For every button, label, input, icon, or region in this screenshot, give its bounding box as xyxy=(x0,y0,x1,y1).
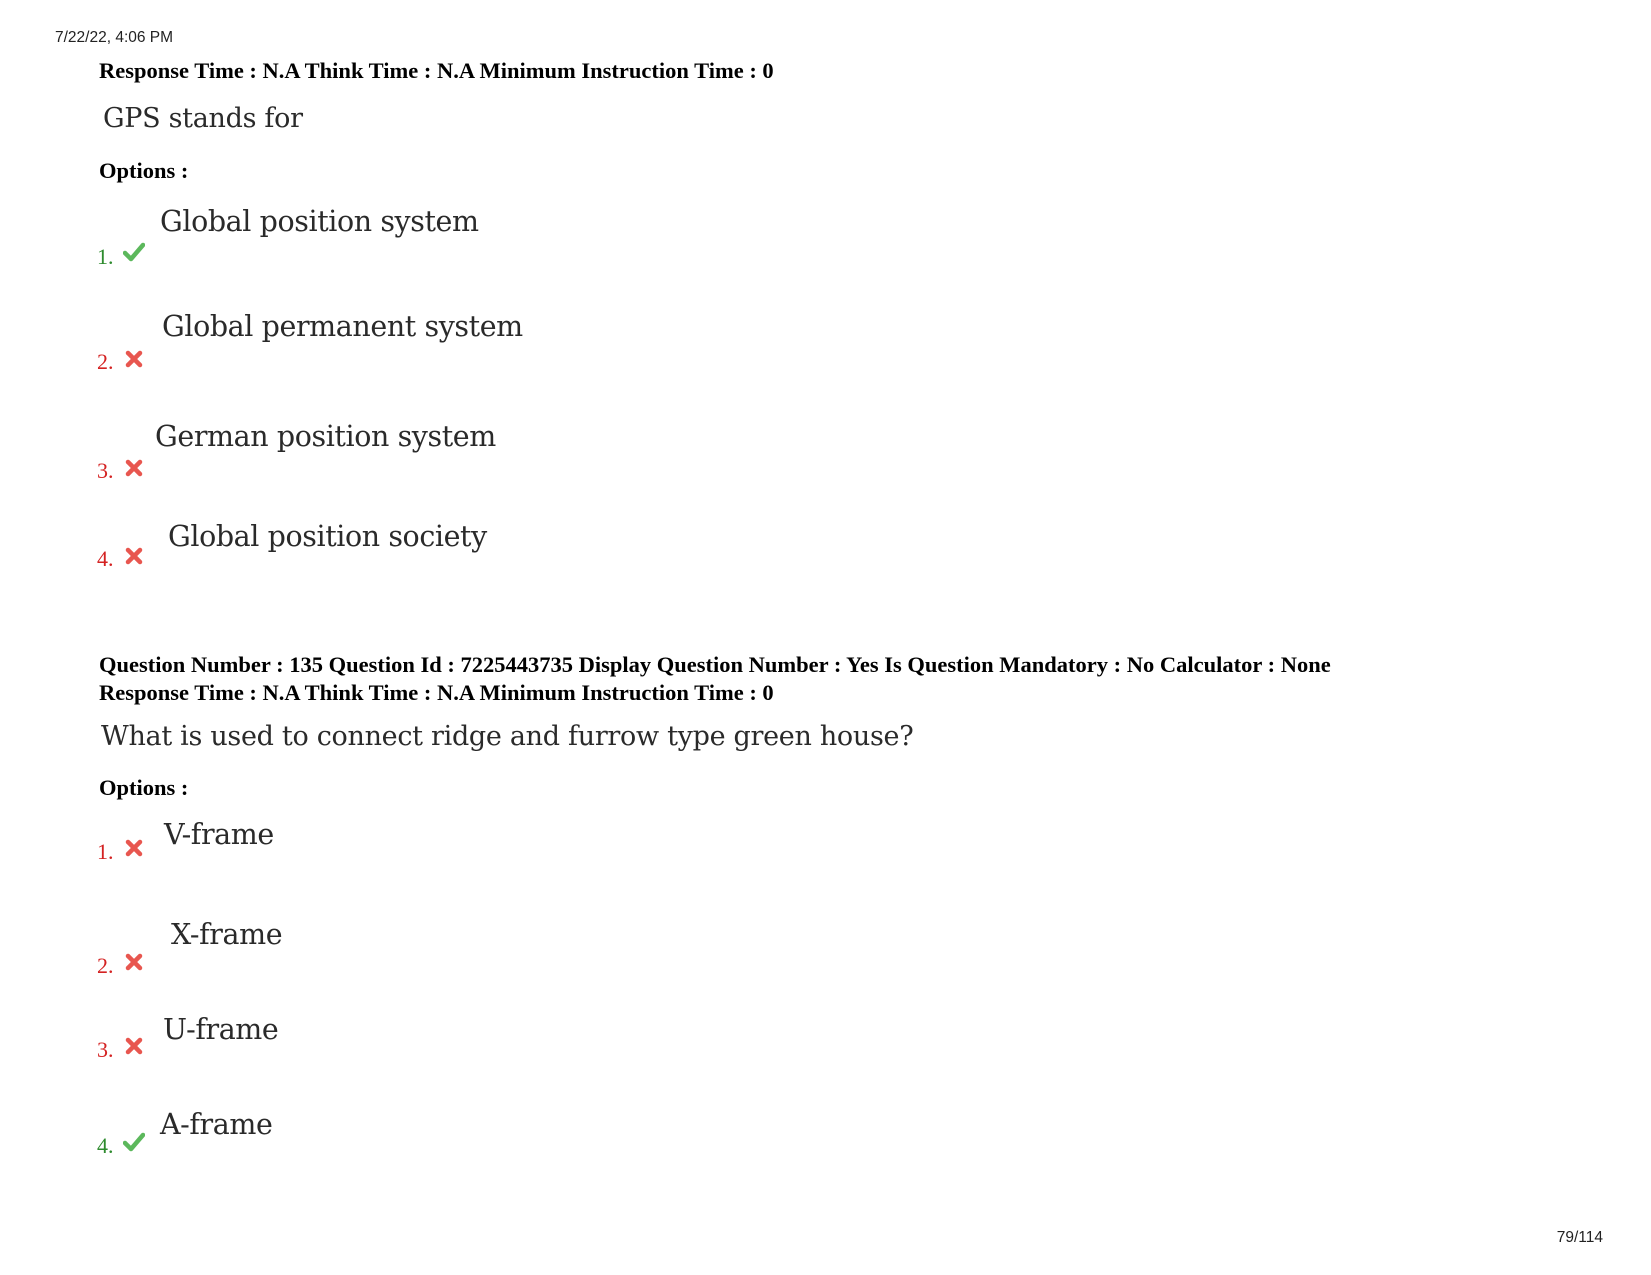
option-text: A-frame xyxy=(160,1108,273,1141)
option-number: 2. xyxy=(97,349,114,374)
cross-icon xyxy=(125,839,147,861)
cross-icon xyxy=(125,1037,147,1059)
option-text: V-frame xyxy=(164,818,274,851)
option-number: 1. xyxy=(97,839,114,864)
option-number: 1. xyxy=(97,244,114,269)
option-number: 4. xyxy=(97,546,114,571)
check-icon xyxy=(123,1131,145,1153)
option-text: X-frame xyxy=(171,918,283,951)
option-text: Global position system xyxy=(160,205,479,238)
option-number: 3. xyxy=(97,1037,114,1062)
question-text: What is used to connect ridge and furrow type green house? xyxy=(101,721,914,752)
page-number: 79/114 xyxy=(1556,1229,1603,1246)
response-time-line: Response Time : N.A Think Time : N.A Minimum Instruction Time : 0 xyxy=(99,680,774,705)
option-text: Global position society xyxy=(168,520,487,553)
response-time-line: Response Time : N.A Think Time : N.A Minimum Instruction Time : 0 xyxy=(99,58,774,83)
option-text: Global permanent system xyxy=(162,310,523,343)
option-number: 3. xyxy=(97,458,114,483)
options-label: Options : xyxy=(99,775,189,800)
options-label: Options : xyxy=(99,158,189,183)
question-info-line: Question Number : 135 Question Id : 7225443735 Display Question Number : Yes Is Question Mandatory : No Calculator : None xyxy=(99,652,1331,677)
check-icon xyxy=(123,241,145,263)
cross-icon xyxy=(125,547,147,569)
cross-icon xyxy=(125,459,147,481)
option-text: German position system xyxy=(155,420,496,453)
cross-icon xyxy=(125,350,147,372)
question-text: GPS stands for xyxy=(103,103,303,134)
cross-icon xyxy=(125,953,147,975)
option-number: 4. xyxy=(97,1133,114,1158)
option-text: U-frame xyxy=(163,1013,279,1046)
print-datetime: 7/22/22, 4:06 PM xyxy=(55,29,174,46)
option-number: 2. xyxy=(97,953,114,978)
